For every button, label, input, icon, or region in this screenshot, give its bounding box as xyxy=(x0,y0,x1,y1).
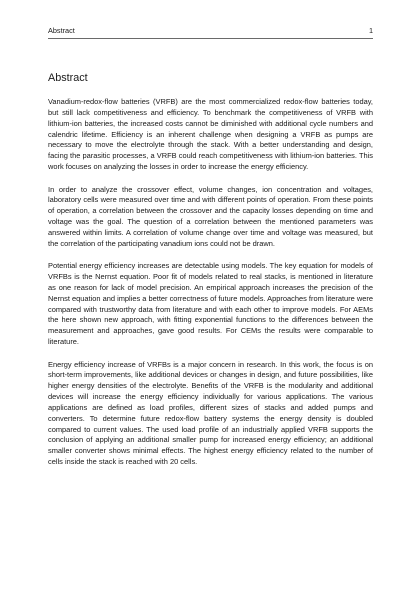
abstract-paragraph-4: Energy efficiency increase of VRFBs is a major concern in research. In this work, the focus is on short-term improvements, like additional devices or changes in design, and future possibilities, like higher energy densities of the electrolyte. Benefits of the VRFB is the modularity and additional devices will increase the energy efficiency individually for various applications. The various applications are defined as load profiles, different sizes of stacks and added pumps and converters. To determine future redox-flow battery systems the energy density is doubled compared to current values. The used load profile of an industrially applied VRFB supports the conclusion of applying an additional smaller pump for increased energy efficiency; an additional smaller converter shows minimal effects. The highest energy efficiency related to the number of cells inside the stack is reached with 20 cells. xyxy=(48,359,373,467)
running-header xyxy=(48,26,373,39)
page-number: 1 xyxy=(368,26,373,35)
abstract-paragraph-2: In order to analyze the crossover effect, volume changes, ion concentration and voltages, laboratory cells were measured over time and with different points of operation. From these points of operation, a correlation between the crossover and the capacity losses depending on time and voltage was the goal. The question of a correlation between the mentioned parameters was answered within limits. A correlation of volume change over time and voltage was measured, but the correlation of the participating vanadium ions could not be drawn. xyxy=(48,184,373,248)
section-heading: Abstract xyxy=(48,72,88,84)
abstract-paragraph-1: Vanadium-redox-flow batteries (VRFB) are the most commercialized redox-flow batteries today, but still lack competitiveness and efficiency. To benchmark the competitiveness of VRFB with lithium-ion batteries, the increased costs cannot be diminished with additional cycle numbers and calendric lifetime. Efficiency is an inherent challenge when designing a VRFB as pumps are necessary to move the electrolyte through the stack. With a better understanding and design, facing the parasitic processes, a VRFB could reach competitiveness with lithium-ion batteries. This work focuses on analyzing the losses in order to increase the energy efficiency. xyxy=(48,97,373,172)
abstract-paragraph-3: Potential energy efficiency increases are detectable using models. The key equation for models of VRFBs is the Nernst equation. Poor fit of models related to real stacks, is mentioned in literature as one reason for lack of model precision. An empirical approach increases the precision of the Nernst equation and implies a better correctness of future models. Approaches from literature were compared with trustworthy data from literature and with each other to improve models. For AEMs the here shown new approach, with fitting exponential functions to the differences between the measurement and approaches, gave good results. For CEMs the results were comparable to literature. xyxy=(48,261,373,347)
abstract-body xyxy=(48,97,373,480)
running-header-title: Abstract xyxy=(48,26,75,35)
